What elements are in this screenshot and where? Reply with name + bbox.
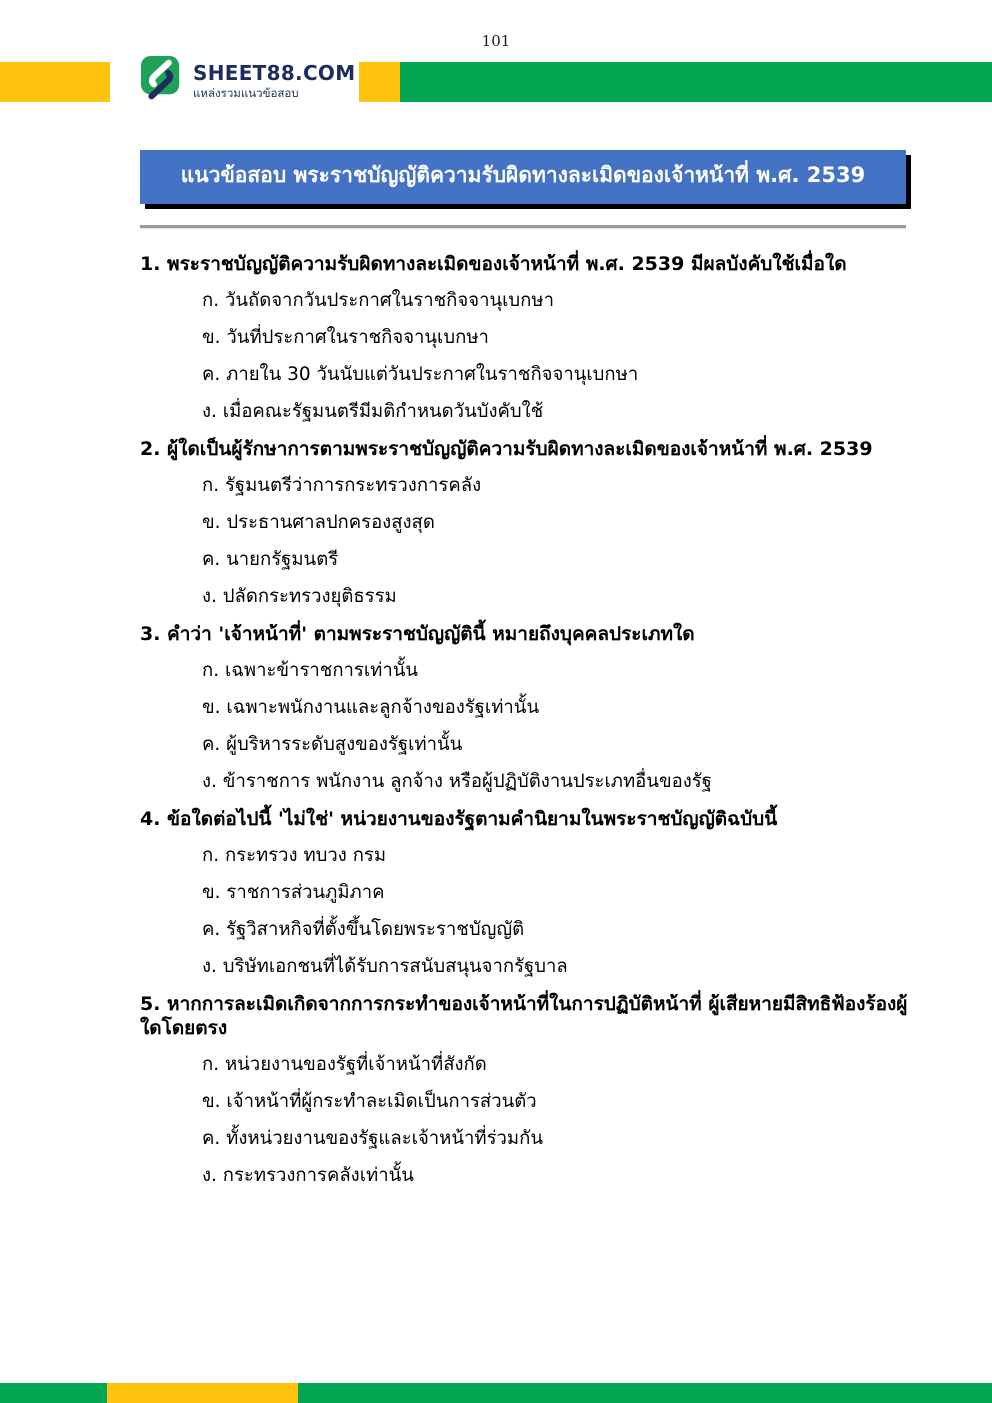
choice-a: ก. วันถัดจากวันประกาศในราชกิจจานุเบกษา	[202, 290, 554, 311]
choice-a: ก. รัฐมนตรีว่าการกระทรวงการคลัง	[202, 475, 482, 496]
choice-b: ข. ราชการส่วนภูมิภาค	[202, 882, 385, 903]
choice-d: ง. เมื่อคณะรัฐมนตรีมีมติกำหนดวันบังคับใช้	[202, 401, 544, 422]
page-number: 101	[481, 32, 511, 50]
choice-c: ค. ผู้บริหารระดับสูงของรัฐเท่านั้น	[202, 734, 463, 755]
choice-b: ข. เฉพาะพนักงานและลูกจ้างของรัฐเท่านั้น	[202, 697, 540, 718]
question-item	[140, 622, 920, 794]
brand-logo	[136, 55, 359, 107]
header-bar-green-right	[400, 62, 992, 102]
footer-bar-green-right	[298, 1383, 992, 1403]
footer-bar-green-left	[0, 1383, 107, 1403]
choice-d: ง. กระทรวงการคลังเท่านั้น	[202, 1165, 414, 1186]
s-monogram-icon	[140, 55, 184, 107]
question-text: 4. ข้อใดต่อไปนี้ 'ไม่ใช่' หน่วยงานของรัฐตามคำนิยามในพระราชบัญญัติฉบับนี้	[140, 808, 778, 830]
choice-d: ง. ปลัดกระทรวงยุติธรรม	[202, 586, 397, 607]
question-text: 1. พระราชบัญญัติความรับผิดทางละเมิดของเจ้าหน้าที่ พ.ศ. 2539 มีผลบังคับใช้เมื่อใด	[140, 253, 847, 275]
exam-title-banner	[140, 150, 906, 204]
brand-name: SHEET88.COM	[193, 60, 356, 85]
question-item	[140, 252, 920, 424]
choice-b: ข. วันที่ประกาศในราชกิจจานุเบกษา	[202, 327, 489, 348]
choice-c: ค. ทั้งหน่วยงานของรัฐและเจ้าหน้าที่ร่วมกัน	[202, 1128, 543, 1149]
question-list	[140, 252, 920, 1201]
brand-tagline: แหล่งรวมแนวข้อสอบ	[193, 85, 299, 100]
question-item	[140, 437, 920, 609]
footer-bar-yellow	[107, 1383, 298, 1403]
choice-d: ง. บริษัทเอกชนที่ได้รับการสนับสนุนจากรัฐบาล	[202, 956, 568, 977]
choice-b: ข. เจ้าหน้าที่ผู้กระทำละเมิดเป็นการส่วนตัว	[202, 1091, 537, 1112]
question-text: 5. หากการละเมิดเกิดจากการกระทำของเจ้าหน้าที่ในการปฏิบัติหน้าที่ ผู้เสียหายมีสิทธิฟ้องร้องผู้ใดโดยตรง	[140, 993, 908, 1039]
choice-b: ข. ประธานศาลปกครองสูงสุด	[202, 512, 435, 533]
brand-text	[193, 60, 356, 100]
choice-a: ก. หน่วยงานของรัฐที่เจ้าหน้าที่สังกัด	[202, 1054, 487, 1075]
choice-c: ค. นายกรัฐมนตรี	[202, 549, 339, 570]
choice-a: ก. เฉพาะข้าราชการเท่านั้น	[202, 660, 419, 681]
question-item	[140, 992, 920, 1188]
choice-c: ค. รัฐวิสาหกิจที่ตั้งขึ้นโดยพระราชบัญญัติ	[202, 919, 525, 940]
choice-a: ก. กระทรวง ทบวง กรม	[202, 845, 387, 866]
question-item	[140, 807, 920, 979]
divider-rule	[140, 225, 906, 229]
choice-c: ค. ภายใน 30 วันนับแต่วันประกาศในราชกิจจานุเบกษา	[202, 364, 639, 385]
choice-d: ง. ข้าราชการ พนักงาน ลูกจ้าง หรือผู้ปฏิบัติงานประเภทอื่นของรัฐ	[202, 771, 712, 792]
header-bar-yellow-left	[0, 62, 110, 102]
banner-title: แนวข้อสอบ พระราชบัญญัติความรับผิดทางละเมิดของเจ้าหน้าที่ พ.ศ. 2539	[180, 163, 866, 187]
question-text: 2. ผู้ใดเป็นผู้รักษาการตามพระราชบัญญัติความรับผิดทางละเมิดของเจ้าหน้าที่ พ.ศ. 2539	[140, 438, 873, 460]
question-text: 3. คำว่า 'เจ้าหน้าที่' ตามพระราชบัญญัตินี้ หมายถึงบุคคลประเภทใด	[140, 623, 695, 645]
